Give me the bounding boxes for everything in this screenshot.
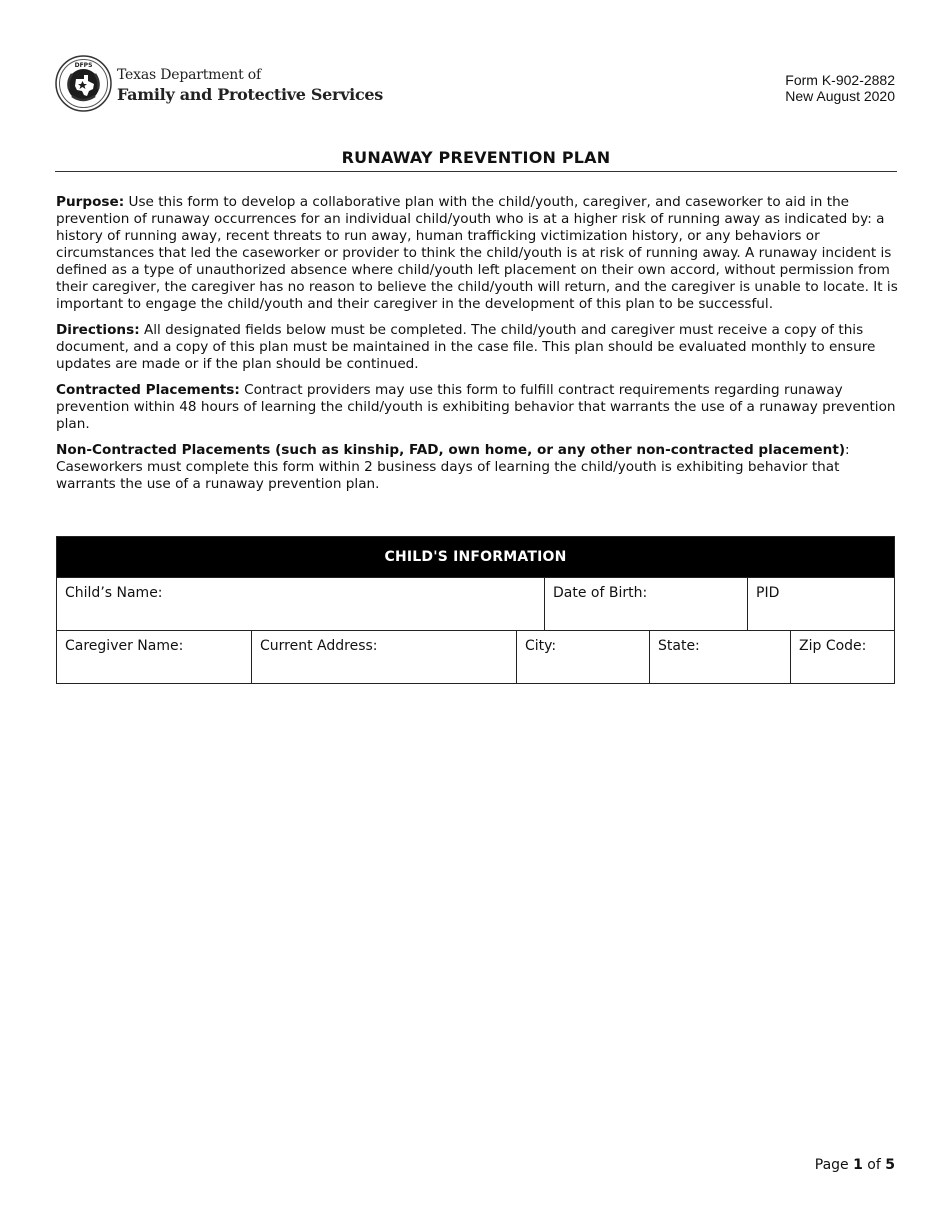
title-divider [55, 171, 897, 172]
page-title: RUNAWAY PREVENTION PLAN [341, 148, 611, 167]
directions-paragraph [56, 322, 898, 373]
state-label: State: [658, 638, 700, 654]
seal-text: DFPS [74, 62, 93, 69]
page-header [55, 55, 895, 115]
page-of: of [862, 1157, 886, 1173]
form-meta [785, 72, 895, 104]
page-current: 1 [853, 1157, 863, 1173]
childs-name-field[interactable] [57, 578, 545, 631]
page-total: 5 [885, 1157, 895, 1173]
purpose-text: Use this form to develop a collaborative plan with the child/youth, caregiver, and caseworker to aid in the prevention of runaway occurrences for an individual child/youth who is at a higher risk of running away as indicated by: a history of running away, recent threats to run away, human trafficking victimization history, or any behaviors or circumstances that led the caseworker or provider to think the child/youth is at risk of running away. A runaway incident is defined as a type of unauthorized absence where child/youth left placement on their own accord, without permission from their caregiver, the caregiver has no reason to believe the child/youth will return, and the caregiver is unable to locate. It is important to engage the child/youth and their caregiver in the development of this plan to be successful. [56, 194, 898, 312]
non-contracted-placements-text: : Caseworkers must complete this form within 2 business days of learning the child/youth is exhibiting behavior that warrants the use of a runaway prevention plan. [56, 442, 850, 492]
city-field[interactable] [517, 631, 650, 684]
contracted-placements-paragraph [56, 382, 898, 433]
current-address-label: Current Address: [260, 638, 378, 654]
childs-name-label: Child’s Name: [65, 585, 163, 601]
pid-field[interactable] [748, 578, 895, 631]
form-number: Form K-902-2882 [785, 72, 895, 88]
dfps-seal-logo [55, 55, 112, 112]
date-of-birth-field[interactable] [545, 578, 748, 631]
city-label: City: [525, 638, 557, 654]
date-of-birth-label: Date of Birth: [553, 585, 648, 601]
agency-name-line2: Family and Protective Services [117, 85, 383, 104]
purpose-paragraph [56, 194, 898, 313]
childs-information-table [56, 536, 895, 684]
pid-label: PID [756, 585, 780, 601]
current-address-field[interactable] [252, 631, 517, 684]
zip-code-label: Zip Code: [799, 638, 867, 654]
agency-name [117, 65, 383, 105]
page-number [815, 1157, 895, 1173]
childs-information-heading: CHILD'S INFORMATION [57, 537, 895, 578]
caregiver-name-label: Caregiver Name: [65, 638, 184, 654]
form-date: New August 2020 [785, 88, 895, 104]
non-contracted-placements-label: Non-Contracted Placements (such as kinship, FAD, own home, or any other non-contracted placement) [56, 442, 846, 458]
directions-text: All designated fields below must be completed. The child/youth and caregiver must receive a copy of this document, and a copy of this plan must be maintained in the case file. This plan should be evaluated monthly to ensure updates are made or if the plan should be continued. [56, 322, 876, 372]
contracted-placements-text: Contract providers may use this form to fulfill contract requirements regarding runaway prevention within 48 hours of learning the child/youth is exhibiting behavior that warrants the use of a runaway prevention plan. [56, 382, 896, 432]
agency-name-line1: Texas Department of [117, 67, 262, 83]
zip-code-field[interactable] [791, 631, 895, 684]
directions-label: Directions: [56, 322, 140, 338]
purpose-label: Purpose: [56, 194, 125, 210]
instructions [56, 194, 898, 502]
caregiver-name-field[interactable] [57, 631, 252, 684]
state-field[interactable] [650, 631, 791, 684]
contracted-placements-label: Contracted Placements: [56, 382, 240, 398]
non-contracted-placements-paragraph [56, 442, 898, 493]
page-word: Page [814, 1157, 854, 1173]
